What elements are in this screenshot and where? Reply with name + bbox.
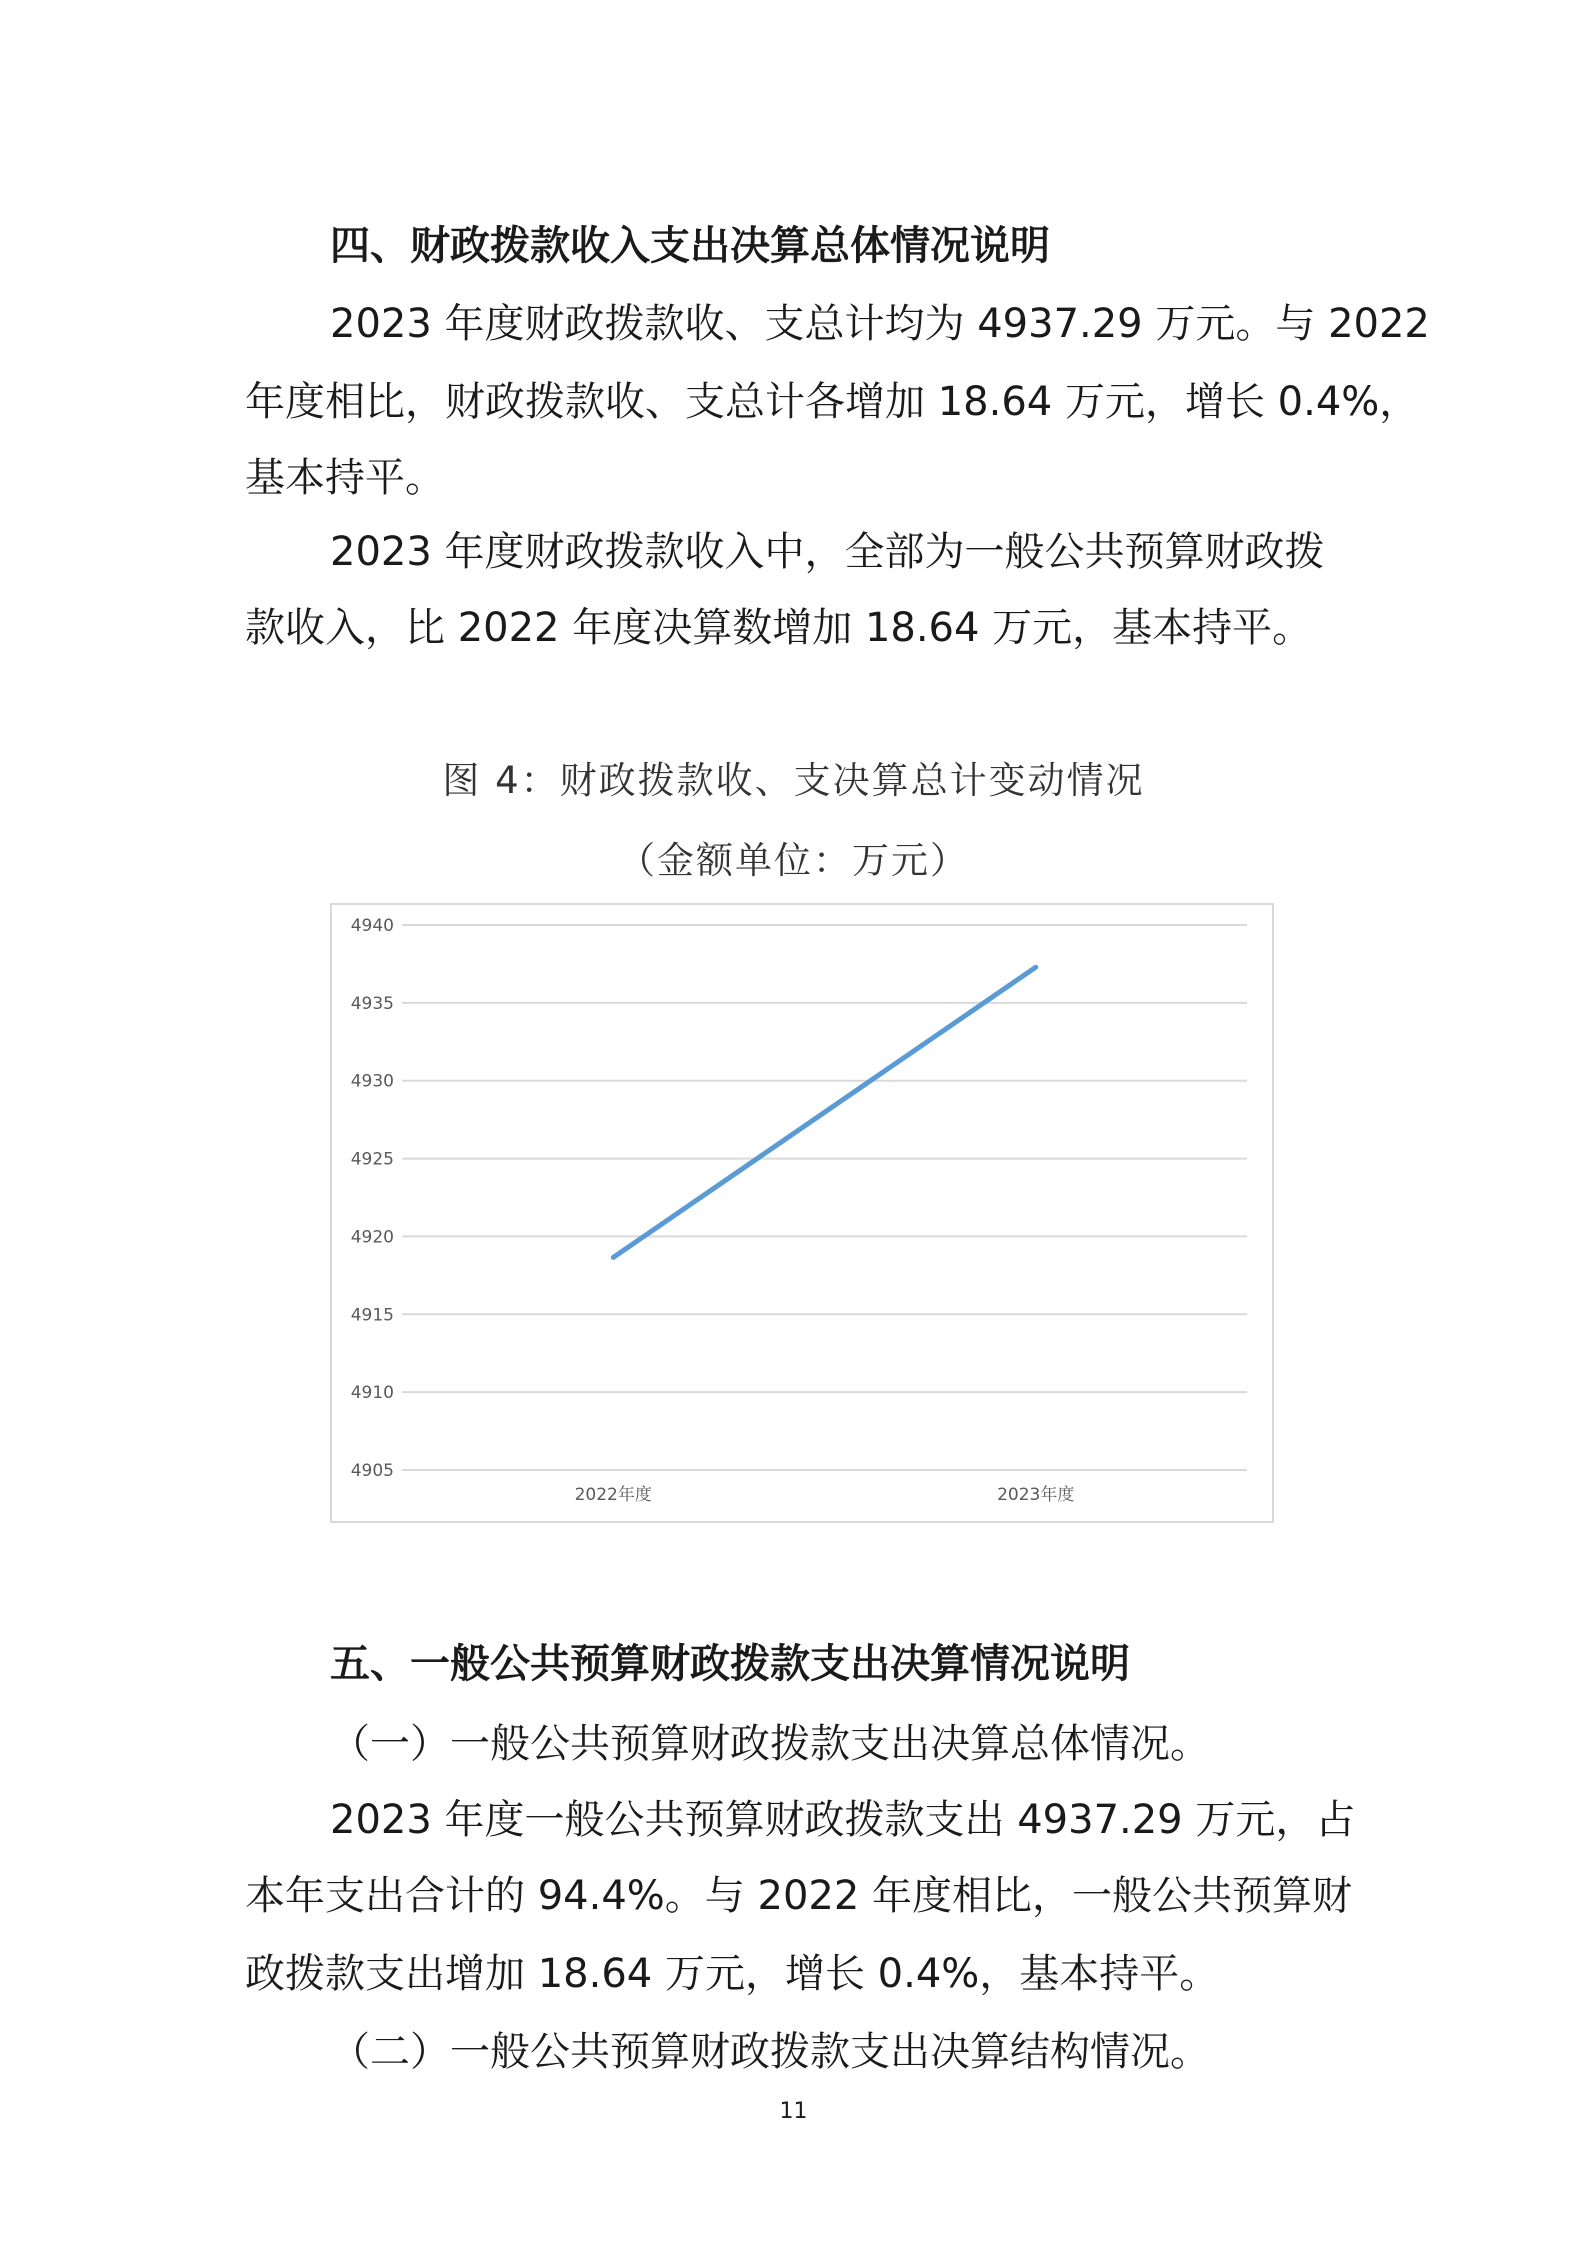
- section-5-paragraph-1-line-1: 2023 年度一般公共预算财政拨款支出 4937.29 万元，占: [330, 1797, 1356, 1843]
- y-tick-label: 4915: [350, 1305, 394, 1326]
- x-tick-label: 2023年度: [997, 1485, 1075, 1505]
- page-number: 11: [779, 2099, 808, 2124]
- section-4-paragraph-1-line-1: 2023 年度财政拨款收、支总计均为 4937.29 万元。与 2022: [330, 301, 1430, 347]
- figure-caption: 图 4：财政拨款收、支决算总计变动情况: [442, 759, 1145, 802]
- y-tick-label: 4905: [350, 1461, 394, 1481]
- section-5-subheading-2: （二）一般公共预算财政拨款支出决算结构情况。: [330, 2029, 1210, 2075]
- data-point: [613, 1257, 614, 1258]
- line-chart: [330, 903, 1274, 1523]
- x-tick-label: 2022年度: [574, 1485, 652, 1505]
- figure-unit: （金额单位：万元）: [618, 839, 969, 882]
- section-4-paragraph-1-line-3: 基本持平。: [245, 455, 445, 501]
- y-tick-label: 4935: [350, 993, 394, 1014]
- line-chart-plot: [332, 905, 1272, 1521]
- section-4-paragraph-2-line-2: 款收入，比 2022 年度决算数增加 18.64 万元，基本持平。: [245, 605, 1313, 651]
- section-5-heading: 五、一般公共预算财政拨款支出决算情况说明: [330, 1641, 1130, 1687]
- series-line: [613, 967, 1036, 1257]
- section-4-paragraph-1-line-2: 年度相比，财政拨款收、支总计各增加 18.64 万元，增长 0.4%，: [245, 379, 1420, 425]
- y-tick-label: 4930: [350, 1071, 394, 1092]
- y-tick-label: 4925: [350, 1149, 394, 1170]
- section-5-paragraph-1-line-2: 本年支出合计的 94.4%。与 2022 年度相比，一般公共预算财: [245, 1873, 1353, 1919]
- y-tick-label: 4910: [350, 1383, 394, 1404]
- data-point: [1035, 967, 1036, 968]
- section-5-subheading-1: （一）一般公共预算财政拨款支出决算总体情况。: [330, 1721, 1210, 1767]
- section-4-paragraph-2-line-1: 2023 年度财政拨款收入中，全部为一般公共预算财政拨: [330, 529, 1325, 575]
- section-5-paragraph-1-line-3: 政拨款支出增加 18.64 万元，增长 0.4%，基本持平。: [245, 1951, 1220, 1997]
- y-tick-label: 4920: [350, 1227, 394, 1248]
- y-tick-label: 4940: [350, 916, 394, 936]
- section-4-heading: 四、财政拨款收入支出决算总体情况说明: [330, 223, 1050, 269]
